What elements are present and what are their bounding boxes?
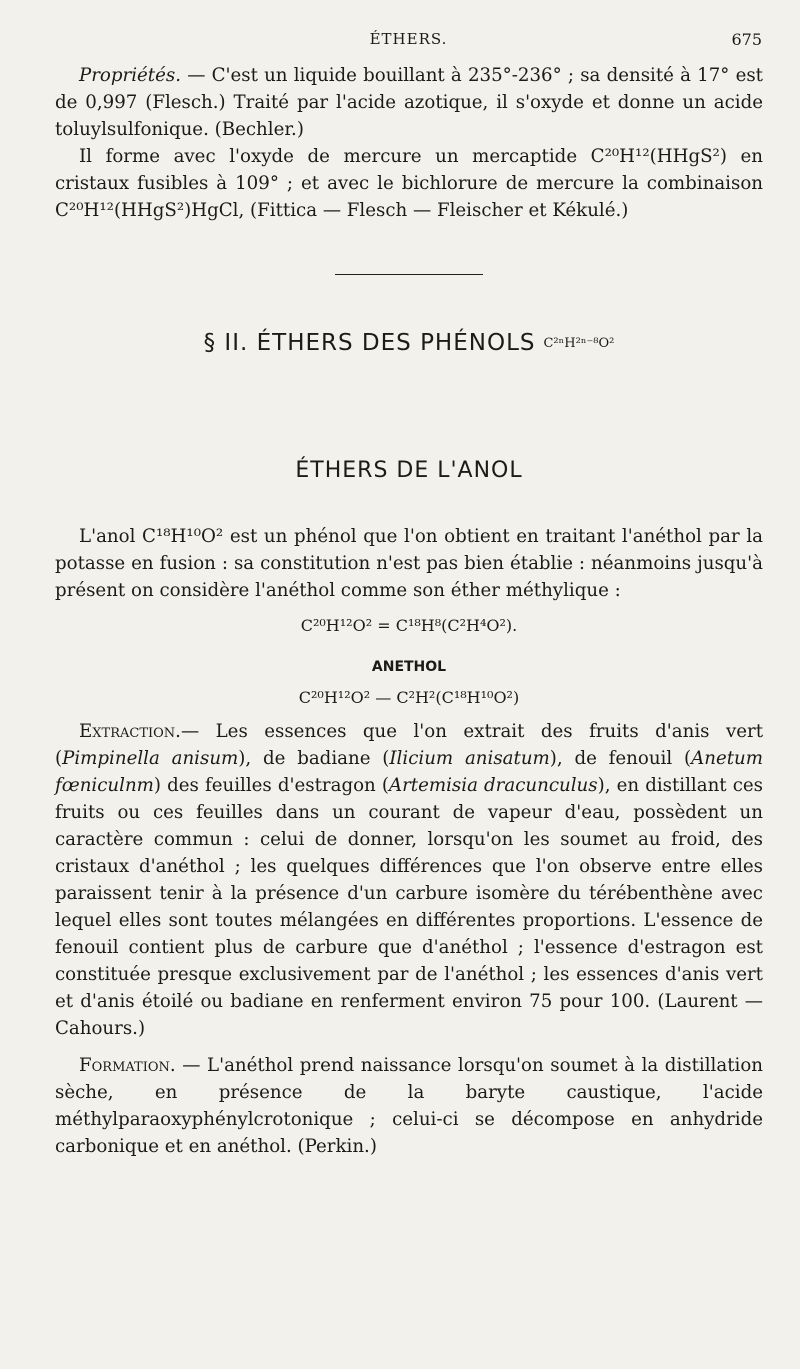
formation-text: — L'anéthol prend naissance lorsqu'on soumet à la distillation sèche, en présence de la baryte caustique, l'acide méthylparaoxyphénylcrotonique ; celui-ci se décompose en anhydride carbonique et en anéthol. (Perkin.) (55, 1055, 763, 1157)
extraction-label: Extraction. (79, 721, 181, 742)
section-divider (335, 274, 483, 275)
anol-formula: C²⁰H¹²O² = C¹⁸H⁸(C²H⁴O²). (300, 616, 518, 635)
species-pimpinella: Pimpinella anisum (62, 748, 239, 769)
properties-label: Propriétés. (79, 65, 181, 86)
page-number: 675 (731, 30, 762, 49)
extraction-text-4: ) des feuilles d'estragon ( (153, 775, 389, 796)
species-artemisia: Artemisia dracunculus (388, 775, 598, 796)
formation-paragraph (55, 1052, 763, 1160)
anol-paragraph: L'anol C¹⁸H¹⁰O² est un phénol que l'on obtient en traitant l'anéthol par la potasse en fusion : sa constitution n'est pas bien établie : néanmoins jusqu'à présent on considère l'anéthol comme son éther méthylique : (55, 526, 763, 601)
extraction-text-5: ), en distillant ces fruits ou ces feuilles dans un courant de vapeur d'eau, possèdent un caractère commun : celui de donner, lorsqu'on les soumet au froid, des cristaux d'anéthol ; les quelques différences que l'on observe entre elles paraissent tenir à la présence d'un carbure isomère du térébenthène avec lequel elles sont toutes mélangées en différentes proportions. L'essence de fenouil contient plus de carbure que d'anéthol ; l'essence d'estragon est constituée presque exclusivement par de l'anéthol ; les essences d'anis vert et d'anis étoilé ou badiane en renferment environ 75 pour 100. (Laurent — Cahours.) (55, 775, 764, 1039)
mercaptide-paragraph: Il forme avec l'oxyde de mercure un mercaptide C²⁰H¹²(HHgS²) en cristaux fusibles à 109° ; et avec le bichlorure de mercure la combinaison C²⁰H¹²(HHgS²)HgCl, (Fittica — Flesch — Fleischer et Kékulé.) (55, 146, 763, 221)
subsection-heading: ÉTHERS DE L'ANOL (295, 458, 523, 483)
species-anetum: Anetum fœniculnm (55, 748, 763, 796)
section-heading (55, 330, 763, 362)
page-header (55, 30, 762, 54)
extraction-text-2: ), de badiane ( (238, 748, 390, 769)
extraction-text: — Les essences que l'on extrait des fruits d'anis vert ( (55, 721, 763, 769)
properties-text: — C'est un liquide bouillant à 235°-236° ; sa densité à 17° est de 0,997 (Flesch.) Traité par l'acide azotique, il s'oxyde et donne un acide toluylsulfonique. (Bechler.) (55, 65, 763, 140)
section-title-text: § II. ÉTHERS DES PHÉNOLS (203, 330, 536, 356)
anethol-formula: C²⁰H¹²O² — C²H²(C¹⁸H¹⁰O²) (298, 688, 520, 707)
extraction-text-3: ), de fenouil ( (549, 748, 692, 769)
properties-paragraph (55, 62, 763, 143)
extraction-paragraph (55, 718, 763, 1042)
section-formula: C²ⁿH²ⁿ⁻⁸O² (543, 336, 615, 351)
running-title: ÉTHERS. (369, 30, 448, 48)
page-body (55, 62, 763, 1160)
species-ilicium: Ilicium anisatum (389, 748, 550, 769)
formation-label: Formation. (79, 1055, 176, 1076)
anethol-heading: ANETHOL (371, 659, 447, 675)
